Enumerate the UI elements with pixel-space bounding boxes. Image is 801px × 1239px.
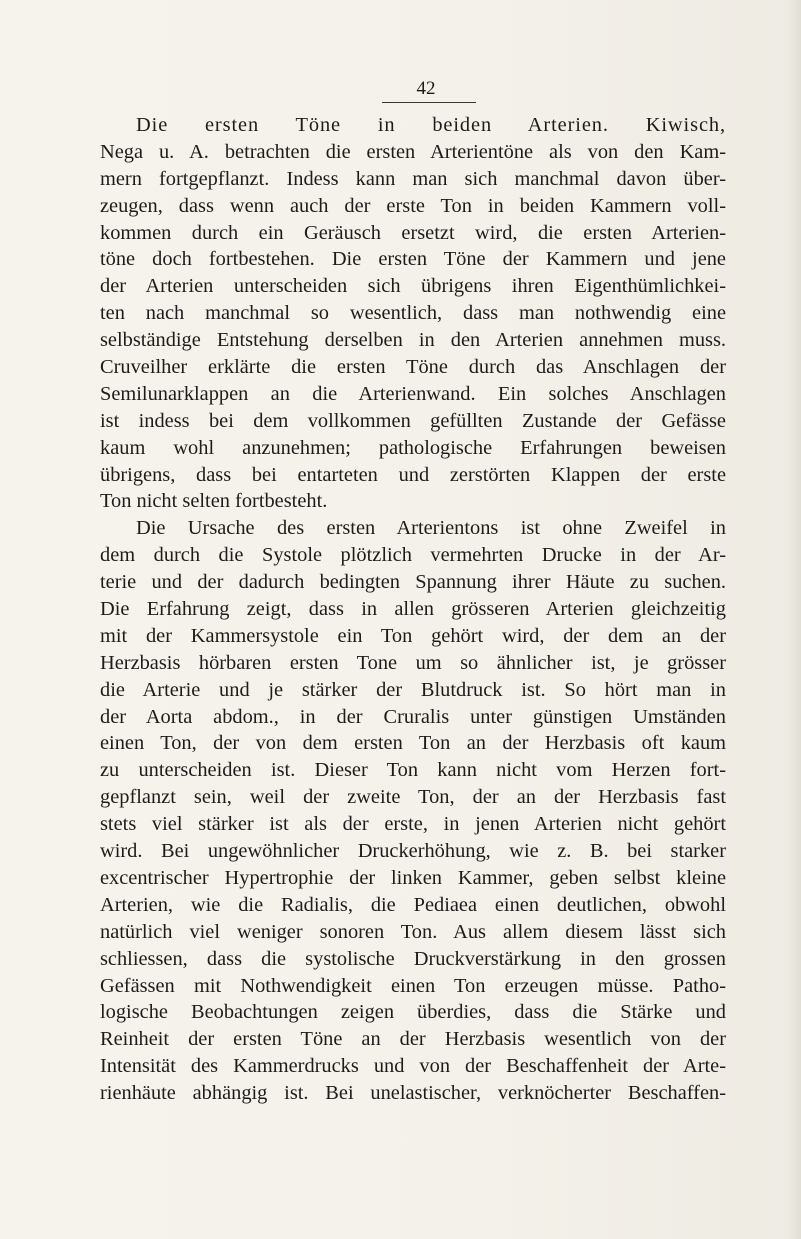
text-line: Nega u. A. betrachten die ersten Arterientöne als von den Kam- xyxy=(100,140,726,163)
text-line: logische Beobachtungen zeigen überdies, dass die Stärke und xyxy=(100,1001,726,1024)
text-line: selbständige Entstehung derselben in den Arterien annehmen muss. xyxy=(100,329,726,352)
body-text xyxy=(100,112,726,1107)
text-line: Arterien, wie die Radialis, die Pediaea einen deutlichen, obwohl xyxy=(100,893,726,916)
text-line: Intensität des Kammerdrucks und von der Beschaffenheit der Arte- xyxy=(100,1055,726,1078)
text-line: Semilunarklappen an die Arterienwand. Ein solches Anschlagen xyxy=(100,382,726,405)
text-line: einen Ton, der von dem ersten Ton an der Herzbasis oft kaum xyxy=(100,732,726,755)
page-number-rule xyxy=(382,102,476,103)
text-line: Die ersten Töne in beiden Arterien. Kiwisch, xyxy=(136,114,726,136)
text-line: Cruveilher erklärte die ersten Töne durch das Anschlagen der xyxy=(100,356,726,379)
text-line: ist indess bei dem vollkommen gefüllten Zustande der Gefässe xyxy=(100,409,726,432)
text-line: excentrischer Hypertrophie der linken Kammer, geben selbst kleine xyxy=(100,866,726,889)
text-line: wird. Bei ungewöhnlicher Druckerhöhung, wie z. B. bei starker xyxy=(100,840,726,863)
text-line: ten nach manchmal so wesentlich, dass man nothwendig eine xyxy=(100,302,726,325)
text-line: zu unterscheiden ist. Dieser Ton kann nicht vom Herzen fort- xyxy=(100,759,726,782)
text-line: der Aorta abdom., in der Cruralis unter günstigen Umständen xyxy=(100,705,726,728)
text-line: Die Ursache des ersten Arterientons ist ohne Zweifel in xyxy=(136,517,726,540)
text-line: Herzbasis hörbaren ersten Tone um so ähnlicher ist, je grösser xyxy=(100,651,726,674)
text-line: töne doch fortbestehen. Die ersten Töne der Kammern und jene xyxy=(100,248,726,271)
text-line: natürlich viel weniger sonoren Ton. Aus allem diesem lässt sich xyxy=(100,920,726,943)
text-line: dem durch die Systole plötzlich vermehrten Drucke in der Ar- xyxy=(100,544,726,567)
page-edge-shadow xyxy=(787,0,801,1239)
text-line: stets viel stärker ist als der erste, in jenen Arterien nicht gehört xyxy=(100,813,726,836)
text-line: der Arterien unterscheiden sich übrigens ihren Eigenthümlichkei- xyxy=(100,275,726,298)
text-line: Die Erfahrung zeigt, dass in allen grösseren Arterien gleichzeitig xyxy=(100,598,726,621)
text-line: Reinheit der ersten Töne an der Herzbasis wesentlich von der xyxy=(100,1028,726,1051)
text-line: gepflanzt sein, weil der zweite Ton, der an der Herzbasis fast xyxy=(100,786,726,809)
text-line: zeugen, dass wenn auch der erste Ton in beiden Kammern voll- xyxy=(100,194,726,217)
page-number: 42 xyxy=(416,78,436,99)
text-line: übrigens, dass bei entarteten und zerstörten Klappen der erste xyxy=(100,463,726,486)
text-line: kommen durch ein Geräusch ersetzt wird, die ersten Arterien- xyxy=(100,221,726,244)
text-line: Ton nicht selten fortbesteht. xyxy=(100,490,328,513)
text-line: kaum wohl anzunehmen; pathologische Erfahrungen beweisen xyxy=(100,436,726,459)
text-line: die Arterie und je stärker der Blutdruck ist. So hört man in xyxy=(100,678,726,701)
text-line: schliessen, dass die systolische Druckverstärkung in den grossen xyxy=(100,947,726,970)
text-line: mern fortgepflanzt. Indess kann man sich manchmal davon über- xyxy=(100,167,726,190)
text-line: Gefässen mit Nothwendigkeit einen Ton erzeugen müsse. Patho- xyxy=(100,974,726,997)
text-line: rienhäute abhängig ist. Bei unelastischer, verknöcherter Beschaffen- xyxy=(100,1082,726,1105)
text-line: terie und der dadurch bedingten Spannung ihrer Häute zu suchen. xyxy=(100,571,726,594)
text-line: mit der Kammersystole ein Ton gehört wird, der dem an der xyxy=(100,624,726,647)
